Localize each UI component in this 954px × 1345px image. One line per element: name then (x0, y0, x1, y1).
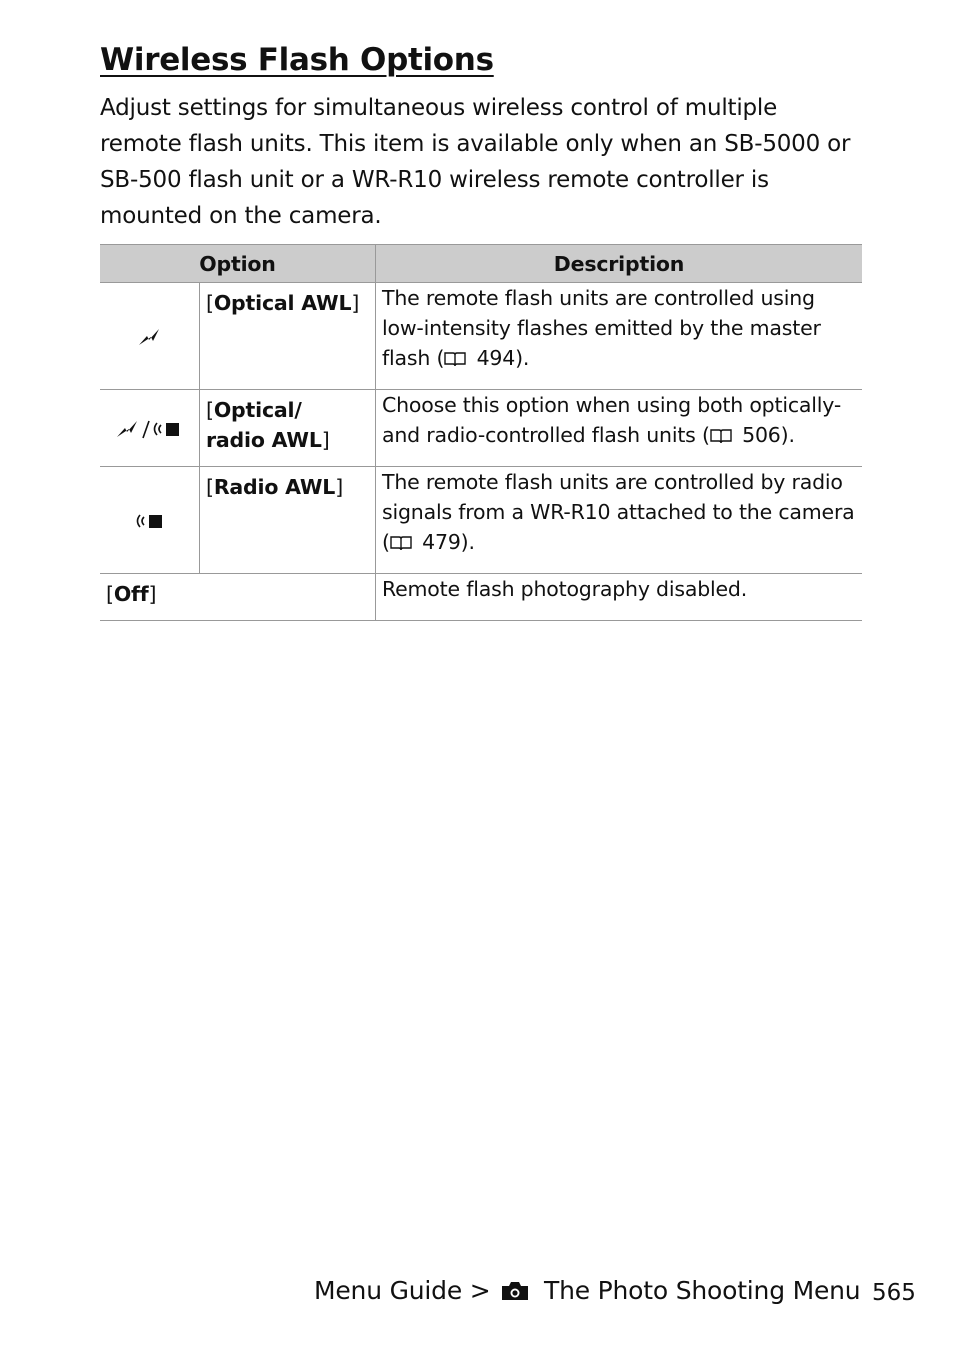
book-icon (444, 351, 466, 367)
footer-section: Menu Guide > (314, 1276, 491, 1305)
option-name-cell: [Off] (100, 574, 376, 621)
intro-paragraph: Adjust settings for simultaneous wireless control of multiple remote flash units. This item is available only when an SB-5000 or SB-500 flash unit or a WR-R10 wireless remote controller is mounted on the camera. (100, 95, 851, 229)
option-name-cell: [Optical/ radio AWL] (200, 390, 376, 467)
radio-flash-icon (133, 510, 167, 532)
book-icon (710, 428, 732, 444)
option-icon-cell (100, 283, 200, 390)
table-row (100, 467, 862, 574)
footer-breadcrumb (314, 1276, 860, 1305)
camera-icon (500, 1280, 530, 1302)
option-description-cell (376, 467, 863, 574)
option-description-cell (376, 283, 863, 390)
option-name: Optical AWL (213, 291, 352, 315)
option-icon-cell (100, 467, 200, 574)
description-end: ). (460, 530, 475, 554)
table-row (100, 574, 862, 621)
option-name-cell: [Optical AWL] (200, 283, 376, 390)
option-description: The remote flash units are controlled using low-intensity flashes emitted by the master flash ( (382, 286, 821, 370)
option-description: The remote flash units are controlled by radio signals from a WR-R10 attached to the camera ( (382, 470, 855, 554)
option-description-cell (376, 574, 863, 621)
option-name: Off (113, 582, 149, 606)
header-description: Description (376, 245, 863, 283)
description-end: ). (515, 346, 530, 370)
book-icon (390, 535, 412, 551)
description-end: ). (780, 423, 795, 447)
option-name-line2: radio AWL (206, 428, 322, 452)
option-description: Remote flash photography disabled. (382, 577, 748, 601)
option-description-cell (376, 390, 863, 467)
optical-radio-flash-icon (115, 418, 185, 440)
table-row (100, 283, 862, 390)
option-name-cell: [Radio AWL] (200, 467, 376, 574)
option-description: Choose this option when using both optically- and radio-controlled flash units ( (382, 393, 842, 447)
page-title: Wireless Flash Options (100, 42, 494, 78)
footer-menu: The Photo Shooting Menu (544, 1276, 861, 1305)
header-option: Option (100, 245, 376, 283)
page-number: 565 (872, 1280, 916, 1306)
option-name-line1: Optical/ (213, 398, 302, 422)
page-reference: 494 (476, 346, 516, 370)
option-name: Radio AWL (213, 475, 336, 499)
option-icon-cell (100, 390, 200, 467)
table-row (100, 390, 862, 467)
page-reference: 479 (422, 530, 461, 554)
optical-flash-icon (137, 327, 163, 347)
page-reference: 506 (742, 423, 781, 447)
table-header-row (100, 245, 862, 283)
options-table (100, 244, 862, 621)
